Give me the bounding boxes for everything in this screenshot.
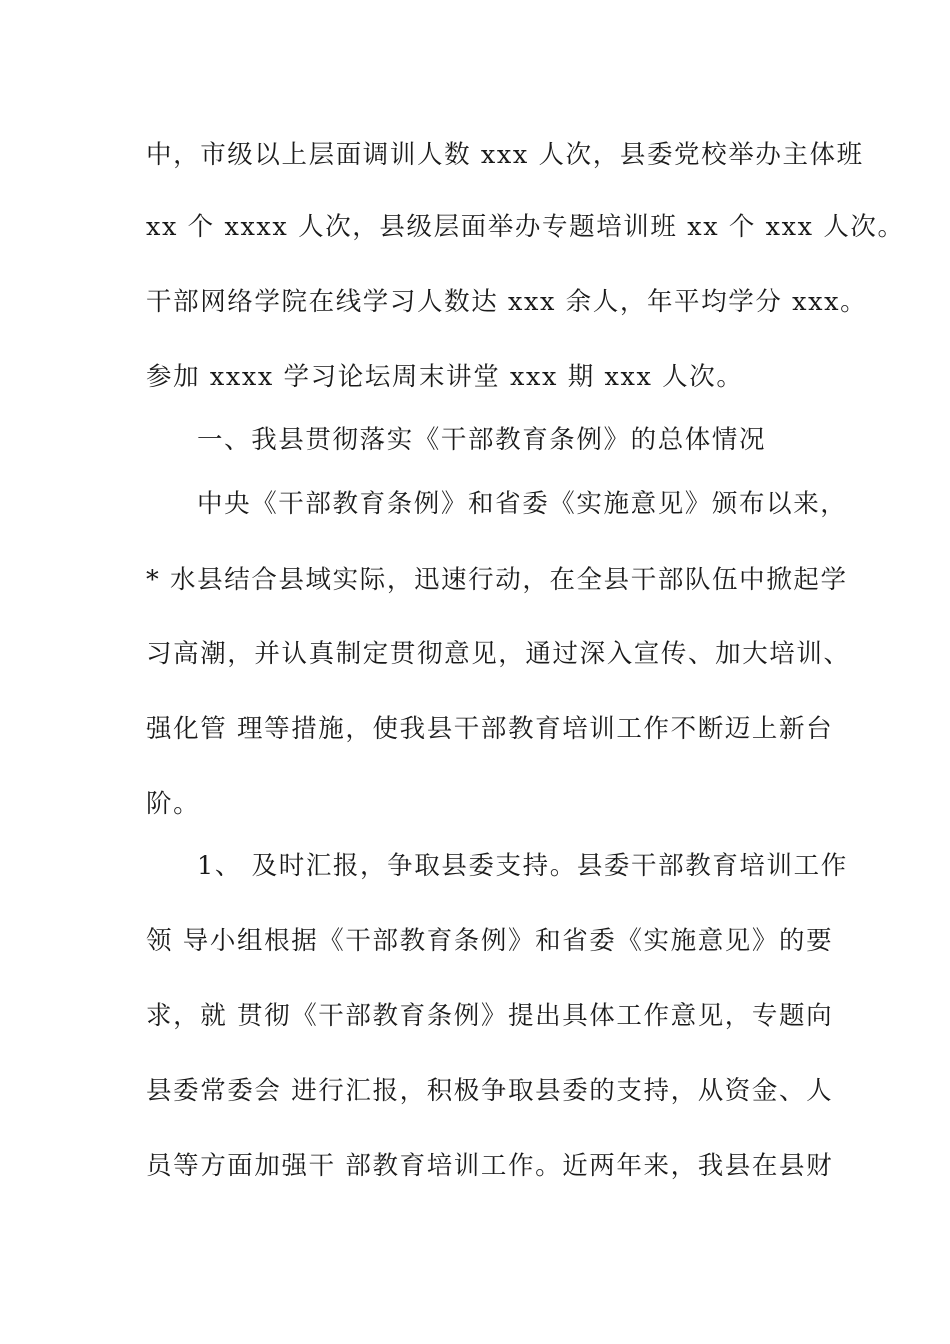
body-line: 中央《干部教育条例》和省委《实施意见》颁布以来， — [197, 489, 848, 519]
body-line: 干部网络学院在线学习人数达 xxx 余人，年平均学分 xxx。 — [146, 287, 868, 317]
body-line: 中，市级以上层面调训人数 xxx 人次，县委党校举办主体班 — [146, 140, 864, 170]
body-line: 领 导小组根据《干部教育条例》和省委《实施意见》的要 — [146, 926, 834, 956]
body-line: xx 个 xxxx 人次，县级层面举办专题培训班 xx 个 xxx 人次。 — [146, 212, 905, 242]
body-line: 习高潮，并认真制定贯彻意见，通过深入宣传、加大培训、 — [146, 639, 851, 669]
body-line: * 水县结合县域实际，迅速行动，在全县干部队伍中掀起学 — [146, 565, 848, 595]
section-heading: 一、我县贯彻落实《干部教育条例》的总体情况 — [197, 425, 767, 455]
body-line: 县委常委会 进行汇报，积极争取县委的支持，从资金、人 — [146, 1076, 834, 1106]
body-line: 参加 xxxx 学习论坛周末讲堂 xxx 期 xxx 人次。 — [146, 362, 744, 392]
body-line: 员等方面加强干 部教育培训工作。近两年来，我县在县财 — [146, 1151, 834, 1181]
body-line: 求，就 贯彻《干部教育条例》提出具体工作意见，专题向 — [146, 1001, 834, 1031]
body-line: 强化管 理等措施，使我县干部教育培训工作不断迈上新台 — [146, 714, 834, 744]
subsection-line: 1、 及时汇报，争取县委支持。县委干部教育培训工作 — [197, 851, 848, 881]
body-line: 阶。 — [146, 789, 201, 819]
